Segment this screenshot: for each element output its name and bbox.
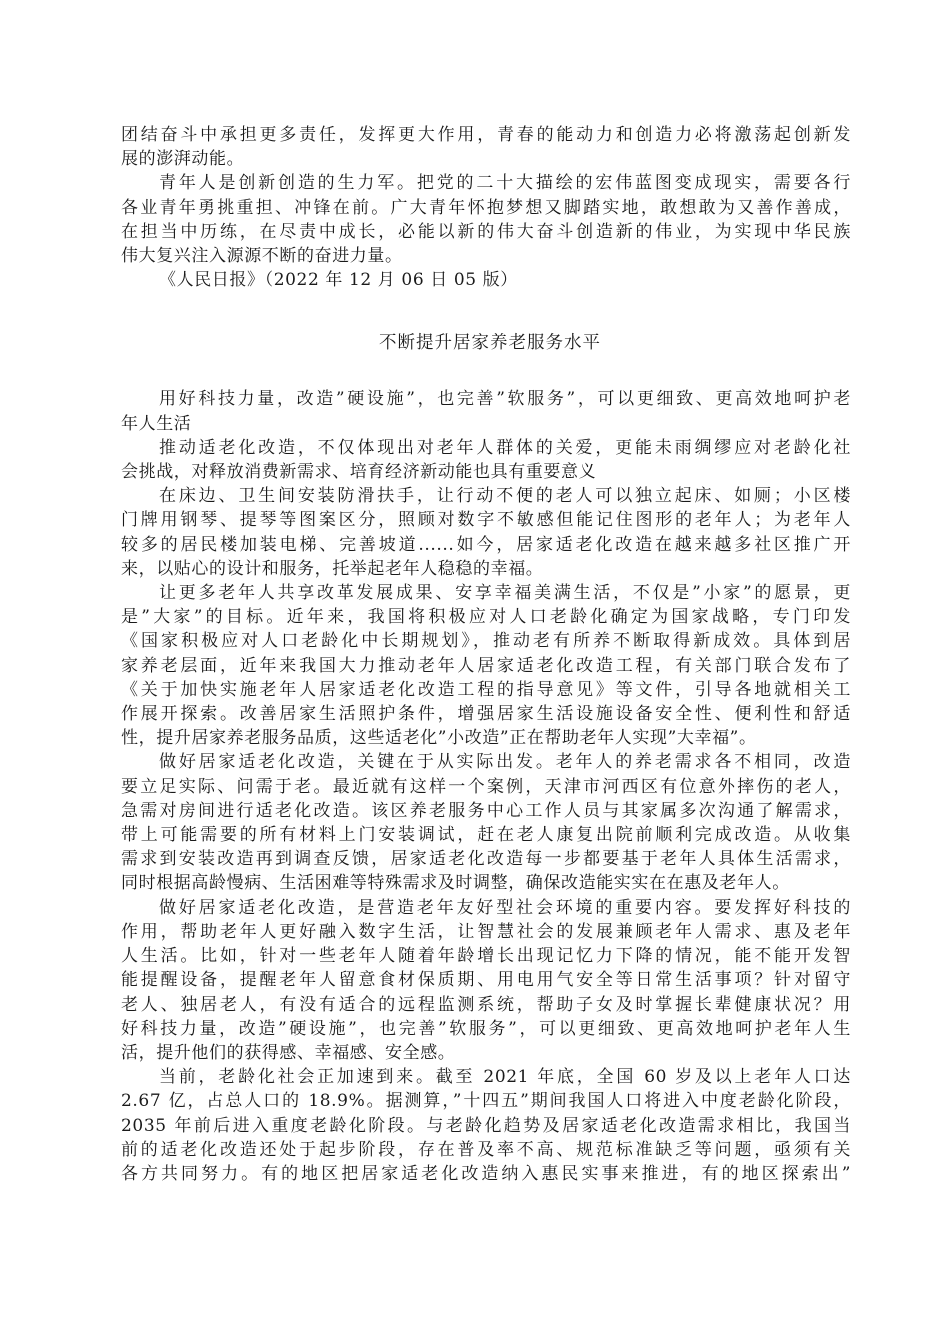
paragraph <box>121 581 851 750</box>
text-line: 要立足实际、问需于老。最近就有这样一个案例，天津市河西区有位意外摔伤的老人， <box>121 776 851 797</box>
text-line: 前的适老化改造还处于起步阶段，存在普及率不高、规范标准缺乏等问题，亟须有关 <box>121 1139 851 1160</box>
paragraph <box>121 750 851 895</box>
text-line: 在担当中历练，在尽责中成长，必能以新的伟大奋斗创造新的伟业，为实现中华民族 <box>121 221 851 242</box>
document-page <box>121 123 851 1186</box>
text-line: 做好居家适老化改造，是营造老年友好型社会环境的重要内容。要发挥好科技的 <box>159 897 851 918</box>
text-line: 推动适老化改造，不仅体现出对老年人群体的关爱，更能未雨绸缪应对老龄化社 <box>159 437 851 458</box>
text-line: 活，提升他们的获得感、幸福感、安全感。 <box>121 1042 456 1063</box>
text-line: 能提醒设备，提醒老年人留意食材保质期、用电用气安全等日常生活事项？针对留守 <box>121 970 851 991</box>
text-line: 需求到安装改造再到调查反馈，居家适老化改造每一步都要基于老年人具体生活需求， <box>121 849 851 870</box>
text-line: 当前，老龄化社会正加速到来。截至 2021 年底，全国 60 岁及以上老年人口达 <box>159 1067 851 1088</box>
text-line: 《国家积极应对人口老龄化中长期规划》，推动老有所养不断取得新成效。具体到居 <box>121 631 851 652</box>
text-line: 人生活。比如，针对一些老年人随着年龄增长出现记忆力下降的情况，能不能开发智 <box>121 946 851 967</box>
text-line: 伟大复兴注入源源不断的奋进力量。 <box>121 246 403 267</box>
paragraph <box>121 387 851 435</box>
text-line: 性，提升居家养老服务品质，这些适老化”小改造”正在帮助老年人实现”大幸福”。 <box>121 728 757 749</box>
source-citation: 《人民日报》（2022 年 12 月 06 日 05 版） <box>159 270 518 291</box>
text-line: 用好科技力量，改造”硬设施”，也完善”软服务”，可以更细致、更高效地呵护老 <box>159 389 851 410</box>
text-line: 展的澎湃动能。 <box>121 149 245 170</box>
text-line: 家养老层面，近年来我国大力推动老年人居家适老化改造工程，有关部门联合发布了 <box>121 655 851 676</box>
paragraph <box>121 484 851 581</box>
text-line: 各业青年勇挑重担、冲锋在前。广大青年怀抱梦想又脚踏实地，敢想敢为又善作善成， <box>121 197 851 218</box>
text-line: 各方共同努力。有的地区把居家适老化改造纳入惠民实事来推进，有的地区探索出” <box>121 1163 851 1184</box>
text-line: 2.67 亿，占总人口的 18.9%。据测算，”十四五”期间我国人口将进入中度老龄化阶段， <box>121 1091 851 1112</box>
title-spacer <box>121 355 851 387</box>
paragraph <box>121 896 851 1065</box>
text-line: 门牌用钢琴、提琴等图案区分，照顾对数字不敏感但能记住图形的老年人；为老年人 <box>121 510 851 531</box>
text-line: 团结奋斗中承担更多责任，发挥更大作用，青春的能动力和创造力必将激荡起创新发 <box>121 125 851 145</box>
text-line: 年人生活 <box>121 413 192 434</box>
article-title: 不断提升居家养老服务水平 <box>379 333 601 354</box>
text-line: 让更多老年人共享改革发展成果、安享幸福美满生活，不仅是”小家”的愿景，更 <box>159 583 851 604</box>
text-line: 急需对房间进行适老化改造。该区养老服务中心工作人员与其家属多次沟通了解需求， <box>121 800 851 821</box>
text-line: 带上可能需要的所有材料上门安装调试，赶在老人康复出院前顺利完成改造。从收集 <box>121 825 851 846</box>
text-line: 作用，帮助老年人更好融入数字生活，让智慧社会的发展兼顾老年人需求、惠及老年 <box>121 921 851 942</box>
paragraph <box>121 436 851 484</box>
paragraph <box>121 123 851 171</box>
text-line: 来，以贴心的设计和服务，托举起老年人稳稳的幸福。 <box>121 558 544 579</box>
text-line: 作展开探索。改善居家生活照护条件，增强居家生活设施设备安全性、便利性和舒适 <box>121 704 851 725</box>
text-line: 青年人是创新创造的生力军。把党的二十大描绘的宏伟蓝图变成现实，需要各行 <box>159 173 851 194</box>
text-line: 老人、独居老人，有没有适合的远程监测系统，帮助子女及时掌握长辈健康状况？用 <box>121 994 851 1015</box>
text-line: 《关于加快实施老年人居家适老化改造工程的指导意见》等文件，引导各地就相关工 <box>121 679 851 700</box>
paragraph <box>121 1065 851 1186</box>
text-line: 做好居家适老化改造，关键在于从实际出发。老年人的养老需求各不相同，改造 <box>159 752 851 773</box>
text-line: 2035 年前后进入重度老龄化阶段。与老龄化趋势及居家适老化改造需求相比，我国当 <box>121 1115 851 1136</box>
text-line: 在床边、卫生间安装防滑扶手，让行动不便的老人可以独立起床、如厕；小区楼 <box>159 486 851 507</box>
paragraph <box>121 171 851 268</box>
text-line: 会挑战，对释放消费新需求、培育经济新动能也具有重要意义 <box>121 462 597 483</box>
text-line: 较多的居民楼加装电梯、完善坡道......如今，居家适老化改造在越来越多社区推广开 <box>121 534 851 555</box>
text-line: 好科技力量，改造”硬设施”，也完善”软服务”，可以更细致、更高效地呵护老年人生 <box>121 1018 851 1039</box>
text-line: 同时根据高龄慢病、生活困难等特殊需求及时调整，确保改造能实实在在惠及老年人。 <box>121 873 790 894</box>
text-line: 是”大家”的目标。近年来，我国将积极应对人口老龄化确定为国家战略，专门印发 <box>121 607 851 628</box>
